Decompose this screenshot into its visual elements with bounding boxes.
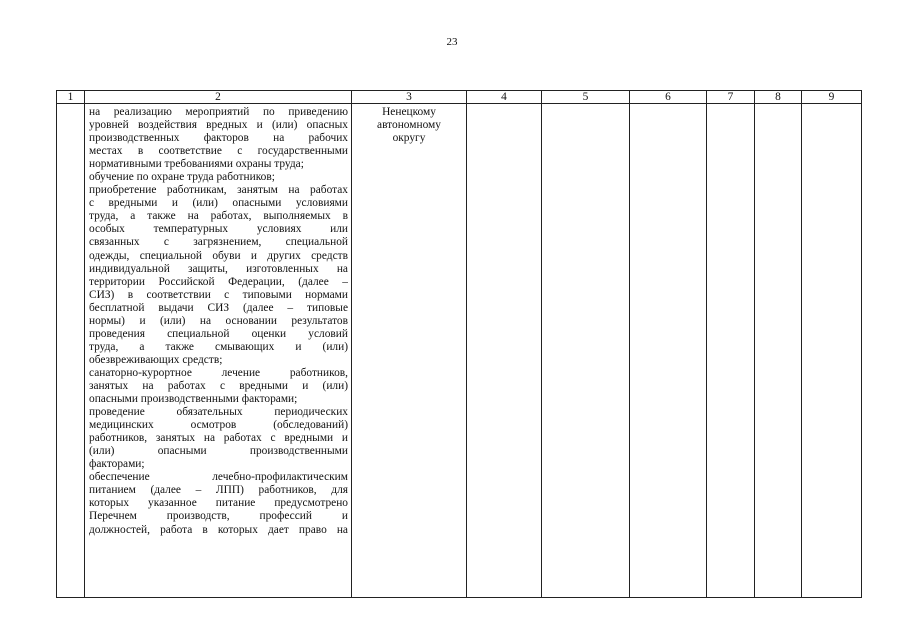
data-table (56, 90, 862, 598)
text-line: производственных факторов на рабочих (89, 132, 348, 145)
cell-col8 (755, 104, 802, 598)
text-line: санаторно-курортное лечение работников, (89, 366, 348, 379)
text-line: нормативными требованиями охраны труда; (89, 158, 304, 171)
text-line: обучение по охране труда работников; (89, 171, 275, 184)
text-line: которых указанное питание предусмотрено (89, 497, 348, 510)
cell-region (352, 104, 467, 598)
col-header: 2 (85, 91, 352, 104)
cell-col1 (57, 104, 85, 598)
col-header: 9 (802, 91, 862, 104)
text-line: нормы) и (или) на основании результатов (89, 314, 348, 327)
text-line: индивидуальной защиты, изготовленных на (89, 262, 348, 275)
text-line: с вредными и (или) опасными условиями (89, 197, 348, 210)
text-line: медицинских осмотров (обследований) (89, 419, 348, 432)
col-header: 8 (755, 91, 802, 104)
text-line: бесплатной выдачи СИЗ (далее – типовые (89, 301, 348, 314)
cell-col4 (467, 104, 542, 598)
text-line: факторами; (89, 458, 145, 471)
text-line: обезвреживающих средств; (89, 353, 223, 366)
text-line: СИЗ) в соответствии с типовыми нормами (89, 288, 348, 301)
col-header: 7 (707, 91, 755, 104)
text-line: занятых на работах с вредными и (или) (89, 379, 348, 392)
cell-description (85, 104, 352, 598)
cell-col7 (707, 104, 755, 598)
text-line: уровней воздействия вредных и (или) опасных (89, 119, 348, 132)
region-line: Ненецкому (382, 106, 436, 118)
text-line: работников, занятых на работах с вредными и (89, 432, 348, 445)
text-line: должностей, работа в которых дает право на (89, 523, 348, 536)
table-row (57, 104, 862, 598)
cell-col6 (630, 104, 707, 598)
header-row (57, 91, 862, 104)
region-line: автономному (377, 119, 441, 132)
text-line: на реализацию мероприятий по приведению (89, 106, 348, 118)
text-line: проведения специальной оценки условий (89, 327, 348, 340)
cell-col5 (542, 104, 630, 598)
text-line: Перечнем производств, профессий и (89, 510, 348, 523)
col-header: 1 (57, 91, 85, 104)
text-line: территории Российской Федерации, (далее – (89, 275, 348, 288)
cell-col9 (802, 104, 862, 598)
text-line: связанных с загрязнением, специальной (89, 236, 348, 249)
text-line: приобретение работникам, занятым на работах (89, 184, 348, 197)
text-line: труда, а также на работах, выполняемых в (89, 210, 348, 223)
text-line: труда, а также смывающих и (или) (89, 340, 348, 353)
page-number: 23 (446, 36, 458, 48)
text-line: местах в соответствие с государственными (89, 145, 348, 158)
region-line: округу (392, 132, 426, 145)
text-line: обеспечение лечебно-профилактическим (89, 471, 348, 484)
text-line: питанием (далее – ЛПП) работников, для (89, 484, 348, 497)
text-line: проведение обязательных периодических (89, 406, 348, 419)
col-header: 4 (467, 91, 542, 104)
col-header: 5 (542, 91, 630, 104)
text-line: (или) опасными производственными (89, 445, 348, 458)
col-header: 3 (352, 91, 467, 104)
text-line: одежды, специальной обуви и других средств (89, 249, 348, 262)
text-line: особых температурных условиях или (89, 223, 348, 236)
text-line: опасными производственными факторами; (89, 393, 298, 406)
col-header: 6 (630, 91, 707, 104)
